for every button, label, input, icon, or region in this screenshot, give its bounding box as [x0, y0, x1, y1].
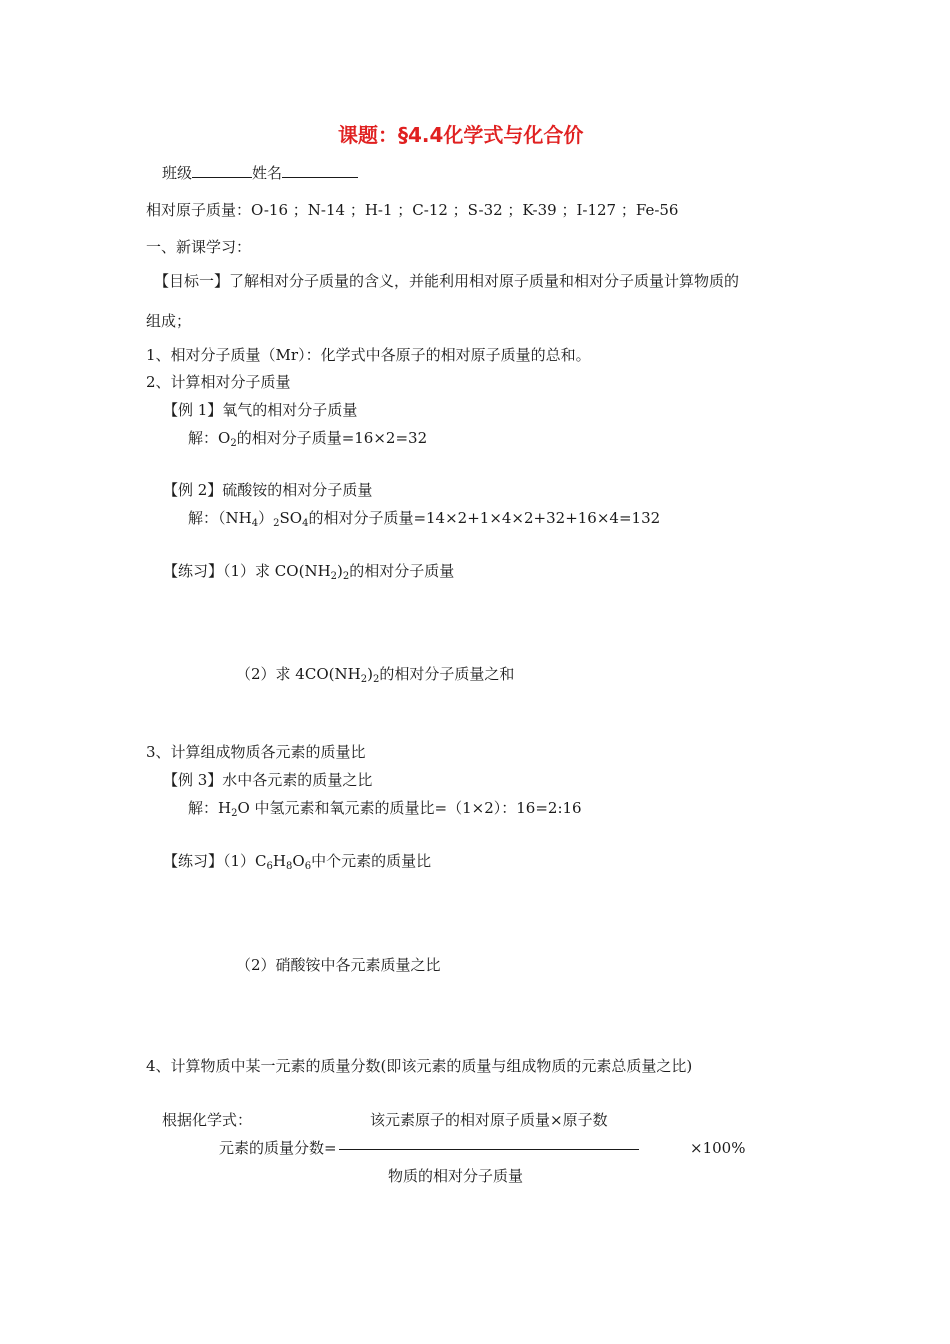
fraction-bar — [339, 1149, 639, 1150]
atomic-masses: 相对原子质量：O-16 ；N-14 ；H-1 ；C-12 ；S-32 ；K-39 ；I-127 ；Fe-56 — [146, 201, 679, 219]
practice-2-q1: 【练习】$(1)C_6H_8O_6$中个元素的质量比 — [163, 852, 432, 872]
example-3-title: 【例 3】水中各元素的质量之比 — [163, 771, 373, 789]
item-3: 3、计算组成物质各元素的质量比 — [146, 743, 366, 761]
class-blank[interactable] — [192, 163, 252, 178]
goal-line-1: 【目标一】了解相对分子质量的含义，并能利用相对原子质量和相对分子质量计算物质的 — [154, 272, 740, 290]
class-label: 班级 — [162, 164, 193, 182]
example-1-title: 【例 1】氧气的相对分子质量 — [163, 401, 358, 419]
name-blank[interactable] — [282, 163, 358, 178]
example-2-title: 【例 2】硫酸铵的相对分子质量 — [163, 481, 373, 499]
practice-1-q1: 【练习】（1）求 $CO(NH_2)_2$的相对分子质量 — [163, 562, 455, 582]
goal-line-2: 组成； — [146, 312, 192, 330]
class-name-line — [162, 163, 358, 183]
formula-main-line — [219, 1138, 641, 1158]
formula-times: ×100% — [690, 1139, 746, 1157]
practice-1-q2: （2）求 $4CO(NH_2)_2$的相对分子质量之和 — [236, 665, 515, 685]
formula-denominator: 物质的相对分子质量 — [388, 1167, 524, 1185]
page-title: 课题：§4.4化学式与化合价 — [338, 123, 584, 147]
item-2: 2、计算相对分子质量 — [146, 373, 291, 391]
example-3-solution: 解：$H_2O$ 中氢元素和氧元素的质量比=（1×2）：16=2:16 — [188, 799, 582, 819]
formula-intro: 根据化学式： — [162, 1111, 253, 1129]
item-4: 4、计算物质中某一元素的质量分数(即该元素的质量与组成物质的元素总质量之比) — [146, 1057, 693, 1075]
practice-2-q2: （2）硝酸铵中各元素质量之比 — [236, 956, 441, 974]
example-2-solution: 解：$(NH_4)_2SO_4$的相对分子质量=14×2+1×4×2+32+16×4=132 — [188, 509, 661, 529]
formula-numerator: 该元素原子的相对原子质量×原子数 — [370, 1111, 608, 1129]
example-1-solution: 解：$O_2$的相对分子质量=16×2=32 — [188, 429, 428, 449]
section-heading: 一、新课学习： — [146, 238, 252, 256]
formula-lhs: 元素的质量分数= — [219, 1139, 337, 1157]
item-1: 1、相对分子质量（Mr）：化学式中各原子的相对原子质量的总和。 — [146, 346, 591, 364]
name-label: 姓名 — [252, 164, 283, 182]
